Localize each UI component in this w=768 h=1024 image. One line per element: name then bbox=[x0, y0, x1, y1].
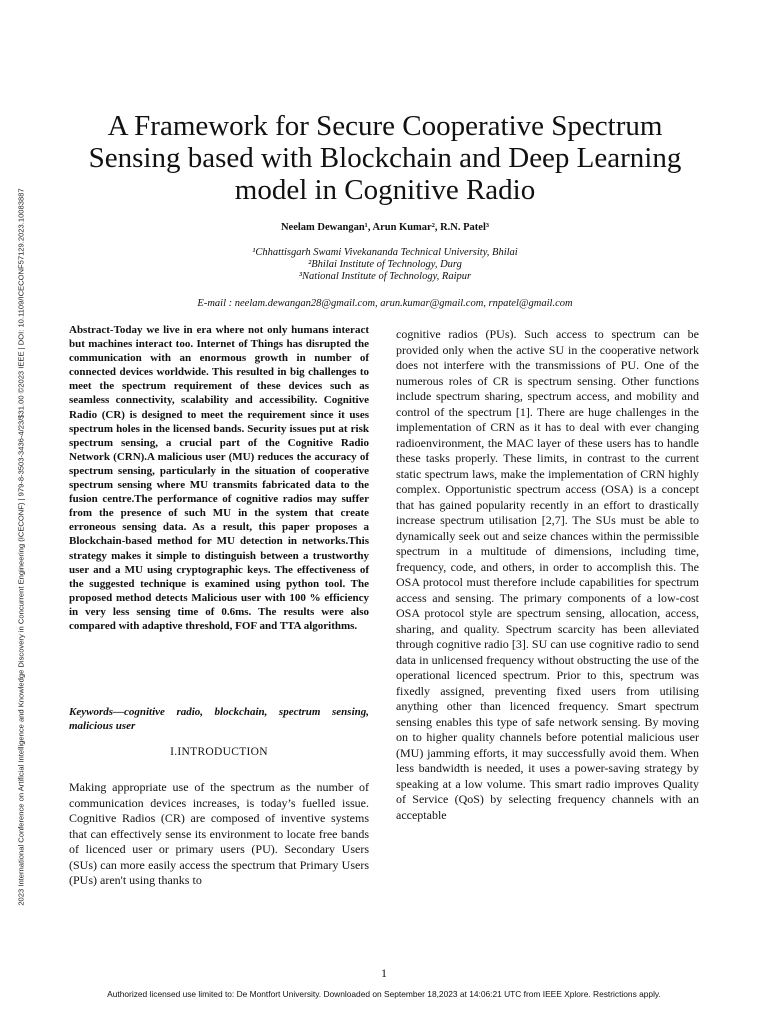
email-line: E-mail : neelam.dewangan28@gmail.com, arun.kumar@gmail.com, rnpatel@gmail.com bbox=[197, 298, 573, 309]
keywords: Keywords—cognitive radio, blockchain, spectrum sensing, malicious user bbox=[69, 706, 369, 732]
section-heading-introduction: I.INTRODUCTION bbox=[170, 746, 268, 758]
introduction-text: Making appropriate use of the spectrum as the number of communication devices increases, is today’s fuelled issue. Cognitive Radios (CR) are composed of inventive systems that can effectively sense its environment to locate free bands of licenced user or primary users (PU). Secondary Users (SUs) can more easily access the spectrum that Primary Users (PUs) aren't using thanks to bbox=[69, 780, 369, 887]
affiliation-1: ¹Chhattisgarh Swami Vivekananda Technical University, Bhilai bbox=[252, 247, 518, 258]
conference-sidebar bbox=[14, 112, 28, 982]
license-footer: Authorized licensed use limited to: De Montfort University. Downloaded on September 18,2023 at 14:06:21 UTC from IEEE Xplore. Restrictions apply. bbox=[107, 989, 661, 999]
paper-title: A Framework for Secure Cooperative Spectrum Sensing based with Blockchain and Deep Learning model in Cognitive Radio bbox=[88, 110, 682, 206]
page-number: 1 bbox=[381, 966, 387, 980]
affiliation-3: ³National Institute of Technology, Raipur bbox=[298, 271, 472, 282]
authors: Neelam Dewangan¹, Arun Kumar², R.N. Patel³ bbox=[280, 222, 490, 233]
affiliation-2: ²Bhilai Institute of Technology, Durg bbox=[308, 259, 462, 270]
right-column-text: cognitive radios (PUs). Such access to spectrum can be provided only when the active SU in the cooperative network does not interfere with the transmissions of PU. One of the numerous roles of CR is spectrum sensing. Other functions include spectrum sharing, spectrum access, and mobility and control of the spectrum [1]. There are huge challenges in the implementation of CRN as it has to deal with ever changing radioenvironment, the MAC layer of these users has to handle these tasks properly. These limits, in contrast to the current static spectrum laws, make the implementation of CRN highly complex. Opportunistic spectrum access (OSA) is a concept that has gained popularity recently in an effort to drastically increase spectrum utilisation [2,7]. The SUs must be able to dynamically seek out and seize chances within the permissible spectrum in a multitude of dimensions, including time, frequency, code, and others, in order to accomplish this. The OSA protocol must therefore include capabilities for spectrum access and sensing. The primary components of a low-cost OSA protocol style are spectrum sensing, allocation, access, sharing, and quality. Spectrum scarcity has been alleviated through cognitive radio [3]. SU can use cognitive radio to send data in unlicensed frequency without obstructing the use of the operational licenced spectrum. Prior to this, spectrum was fixedly assigned, preventing fixed users from utilising anything other than licenced frequency. Smart spectrum sensing enables this type of safe network sensing. By moving on to higher quality channels before potential malicious user (MU) jamming efforts, it may successfully avoid them. When less bandwidth is needed, it uses a power-saving strategy by speaking at a low volume. This smart radio improves Quality of Service (QoS) by selecting frequency channels with an acceptable bbox=[396, 327, 699, 822]
abstract: Abstract-Today we live in era where not only humans interact but machines interact too. Internet of Things has disrupted the communication with an enormous growth in number of connected devices worldwide. This resulted in big challenges to meet the spectrum requirement of these devices such as seamless connectivity, scalability and accessibility. Cognitive Radio (CR) is designed to meet the requirement since it uses spectrum holes in the licensed bands. Security issues put at risk spectrum sensing, a crucial part of the Cognitive Radio Network (CRN).A malicious user (MU) reduces the accuracy of spectrum sensing, particularly in the situation of cooperative spectrum sensing where MU transmits fabricated data to the fusion centre.The performance of cognitive radios may suffer from the presence of such MU in the system that create erroneous sensing data. As a result, this paper proposes a Blockchain-based method for MU detection in networks.This strategy makes it simple to distinguish between a trustworthy user and a MU using cryptographic keys. The effectiveness of the suggested technique is examined using python tool. The proposed method detects Malicious user with 100 % efficiency in very less sensing time of 0.6ms. The results were also compared with adaptive threshold, FOF and TTA algorithms. bbox=[69, 324, 369, 632]
conference-doi-text: 2023 International Conference on Artificial Intelligence and Knowledge Discovery in Concurrent Engineering (ICECONF) | 979-8-3503-3436-4/23/$31.00 ©2023 IEEE | DOI: 10.1109/ICECONF57129.2023.10083887 bbox=[16, 188, 26, 906]
